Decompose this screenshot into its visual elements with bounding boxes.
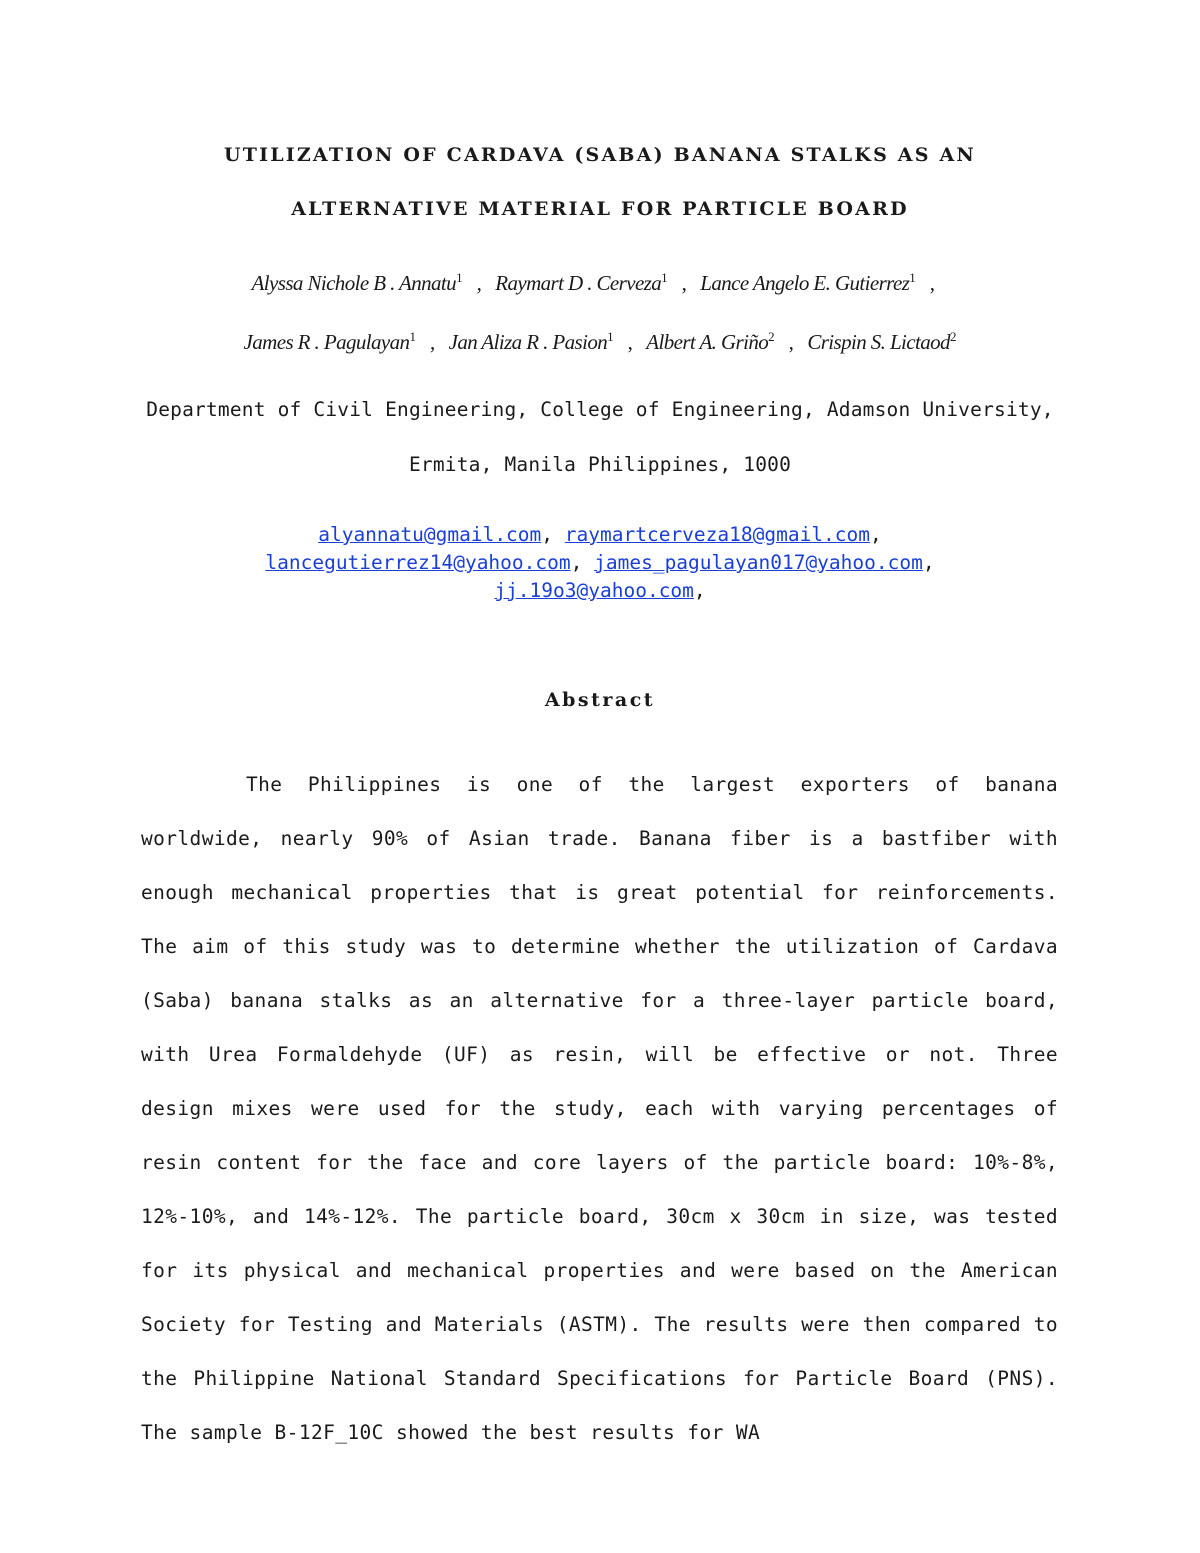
author-affiliation-mark: 1 — [409, 329, 416, 344]
author-emails — [120, 521, 1080, 605]
author-affiliation-mark: 1 — [909, 270, 916, 285]
email-link-annatu[interactable]: alyannatu@gmail.com — [318, 523, 542, 546]
author-name: James R . Pagulayan — [243, 330, 410, 354]
author-name: Raymart D . Cerveza — [495, 271, 662, 295]
affiliation-line-1: Department of Civil Engineering, College of Engineering, Adamson University, — [146, 398, 1054, 421]
affiliation-line-2: Ermita, Manila Philippines, 1000 — [408, 453, 792, 476]
email-separator: , — [570, 551, 583, 574]
author-affiliation-mark: 1 — [456, 270, 463, 285]
author-list-row-1 — [120, 270, 1080, 296]
author-separator: , — [929, 271, 935, 295]
author-pasion — [449, 330, 614, 354]
author-separator: , — [429, 330, 435, 354]
author-annatu — [252, 271, 463, 295]
email-link-pagulayan[interactable]: james_pagulayan017@yahoo.com — [594, 551, 923, 574]
author-name: Albert A. Griño — [646, 330, 769, 354]
author-separator: , — [788, 330, 794, 354]
abstract-body: The Philippines is one of the largest exporters of banana worldwide, nearly 90% of Asian trade. Banana fiber is a bastfiber with enough mechanical properties that is great potential for reinforcements. The aim of this study was to determine whether the utilization of Cardava (Saba) banana stalks as an alternative for a three-layer particle board, with Urea Formaldehyde (UF) as resin, will be effective or not. Three design mixes were used for the study, each with varying percentages of resin content for the face and core layers of the particle board: 10%-8%, 12%-10%, and 14%-12%. The particle board, 30cm x 30cm in size, was tested for its physical and mechanical properties and were based on the American Society for Testing and Materials (ASTM). The results were then compared to the Philippine National Standard Specifications for Particle Board (PNS). The sample B-12F_10C showed the best results for WA — [141, 773, 1058, 1444]
email-separator: , — [922, 551, 935, 574]
author-separator: , — [627, 330, 633, 354]
author-lictaod — [807, 330, 956, 354]
author-name: Jan Aliza R . Pasion — [448, 330, 608, 354]
author-name: Crispin S. Lictaod — [807, 330, 950, 354]
abstract-heading: Abstract — [544, 689, 656, 711]
author-cerveza — [495, 271, 667, 295]
author-separator: , — [681, 271, 687, 295]
author-affiliation-mark: 2 — [949, 329, 957, 344]
email-separator: , — [541, 523, 554, 546]
author-separator: , — [476, 271, 482, 295]
author-name: Lance Angelo E. Gutierrez — [700, 271, 910, 295]
author-affiliation-mark: 1 — [661, 270, 668, 285]
paper-title-line-2: ALTERNATIVE MATERIAL FOR PARTICLE BOARD — [291, 198, 909, 220]
author-affiliation-mark: 1 — [607, 329, 614, 344]
paper-title-line-1: UTILIZATION OF CARDAVA (SABA) BANANA STALKS AS AN — [224, 144, 976, 166]
author-pagulayan — [244, 330, 416, 354]
author-grino — [646, 330, 774, 354]
author-affiliation-mark: 2 — [768, 329, 775, 344]
email-separator: , — [693, 579, 706, 602]
author-name: Alyssa Nichole B . Annatu — [251, 271, 457, 295]
email-link-pasion[interactable]: jj.19o3@yahoo.com — [494, 579, 694, 602]
email-separator: , — [870, 523, 882, 546]
author-gutierrez — [700, 271, 915, 295]
email-link-cerveza[interactable]: raymartcerveza18@gmail.com — [564, 523, 871, 546]
author-list-row-2 — [120, 329, 1080, 355]
email-link-gutierrez[interactable]: lancegutierrez14@yahoo.com — [265, 551, 571, 574]
